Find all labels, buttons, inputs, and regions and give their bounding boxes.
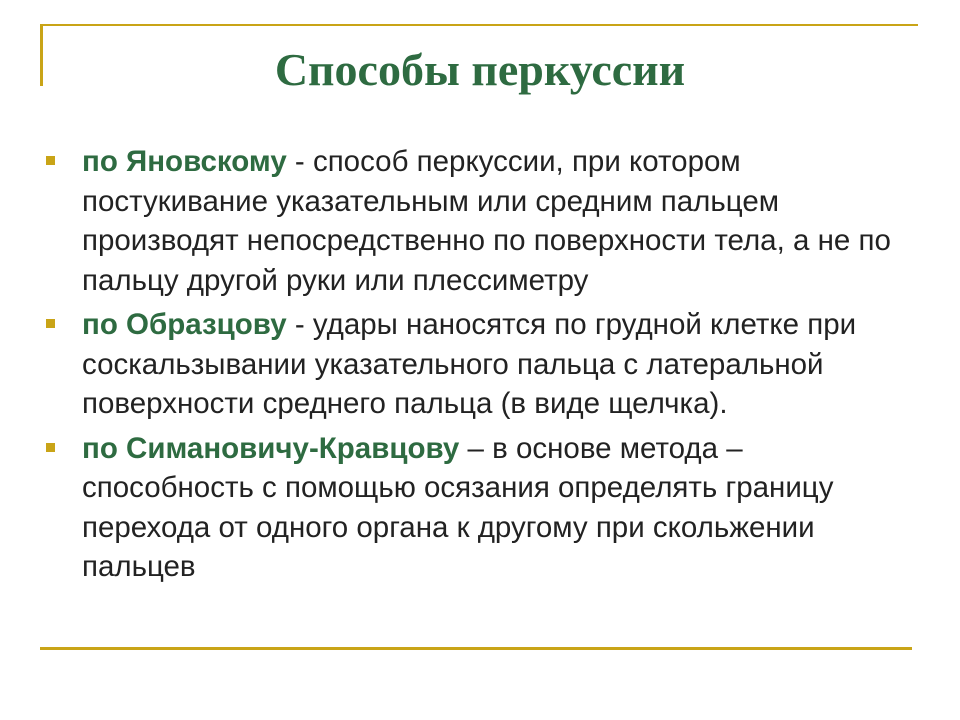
square-bullet-icon [46, 443, 55, 452]
bullet-term: по Яновскому [82, 145, 287, 178]
bullet-text: – в основе метода – способность с помощью осязания определять границу перехода от одного органа к другому при скольжении пальцев [82, 431, 834, 583]
bullet-list [40, 142, 910, 592]
bullet-term: по Образцову [82, 308, 287, 341]
slide-title: Способы перкуссии [274, 44, 686, 95]
frame-bottom-border [40, 647, 912, 650]
bullet-term: по Симановичу-Кравцову [82, 431, 460, 465]
bullet-text: - удары наносятся по грудной клетке при соскальзывании указательного пальца с латеральной поверхности среднего пальца (в виде щелчка). [82, 308, 857, 420]
square-bullet-icon [46, 319, 55, 328]
frame-top-border [40, 24, 918, 26]
bullet-text: - способ перкуссии, при котором постукивание указательным или средним пальцем производят непосредственно по поверхности тела, а не по пальцу другой руки или плессиметру [82, 145, 891, 297]
bullet-item-obraztsov [40, 305, 910, 424]
square-bullet-icon [46, 156, 55, 165]
bullet-item-yanovsky [40, 142, 910, 300]
bullet-item-simanovich-kravtsov [40, 429, 910, 587]
